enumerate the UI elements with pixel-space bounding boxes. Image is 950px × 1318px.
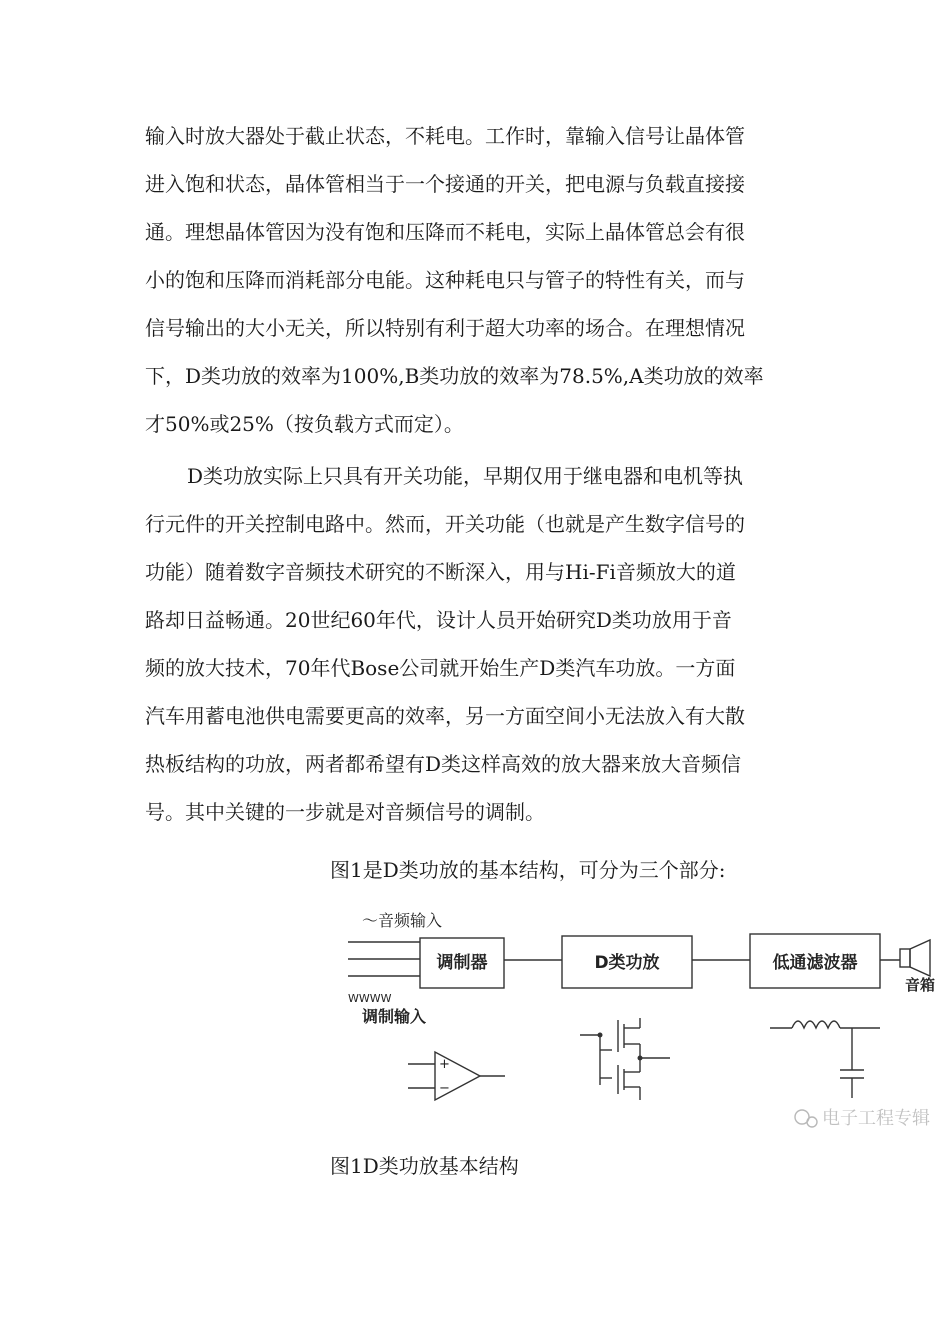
paragraph-line: 汽车用蓄电池供电需要更高的效率，另一方面空间小无法放入有大散 <box>145 704 745 728</box>
class-d-label: D类功放 <box>594 953 660 973</box>
paragraph-line: 热板结构的功放，两者都希望有D类这样高效的放大器来放大音频信 <box>145 752 742 776</box>
watermark-text: 电子工程专辑 <box>822 1108 930 1129</box>
speaker-icon <box>900 940 930 976</box>
watermark-logo-icon <box>795 1110 817 1127</box>
paragraph-line: 输入时放大器处于截止状态，不耗电。工作时，靠输入信号让晶体管 <box>145 124 745 148</box>
opamp-plus-label: + <box>439 1057 450 1072</box>
paragraph-line: 频的放大技术，70年代Bose公司就开始生产D类汽车功放。一方面 <box>145 656 736 680</box>
paragraph-1 <box>145 112 813 448</box>
opamp-icon <box>408 1052 505 1100</box>
block-diagram <box>340 902 950 1137</box>
paragraph-line: 号。其中关键的一步就是对音频信号的调制。 <box>145 800 545 824</box>
opamp-minus-label: − <box>439 1081 450 1096</box>
speaker-label: 音箱 <box>905 976 936 994</box>
paragraph-line: 信号输出的大小无关，所以特别有利于超大功率的场合。在理想情况 <box>145 316 745 340</box>
audio-input-label: ～音频输入 <box>362 911 443 930</box>
paragraph-line: 才50%或25%（按负载方式而定）。 <box>145 412 464 436</box>
lc-filter-icon <box>770 1021 880 1098</box>
figure-intro-text: 图1是D类功放的基本结构，可分为三个部分: <box>330 858 726 882</box>
paragraph-line: 通。理想晶体管因为没有饱和压降而不耗电，实际上晶体管总会有很 <box>145 220 745 244</box>
paragraph-line: 功能）随着数字音频技术研究的不断深入，用与Hi-Fi音频放大的道 <box>145 560 736 584</box>
mosfet-pair-icon <box>580 1018 670 1100</box>
modulation-wave-glyph: WWWW <box>348 992 392 1005</box>
modulator-label: 调制器 <box>436 953 488 973</box>
junction-dot <box>598 1033 603 1038</box>
figure-caption: 图1D类功放基本结构 <box>330 1154 519 1178</box>
paragraph-line: 进入饱和状态，晶体管相当于一个接通的开关，把电源与负载直接接 <box>145 172 745 196</box>
paragraph-line: 行元件的开关控制电路中。然而，开关功能（也就是产生数字信号的 <box>145 512 745 536</box>
modulation-input-label: 调制输入 <box>362 1007 427 1026</box>
paragraph-line: 路却日益畅通。20世纪60年代，设计人员开始研究D类功放用于音 <box>145 608 732 632</box>
junction-dot <box>638 1056 643 1061</box>
paragraph-2 <box>145 452 813 836</box>
filter-label: 低通滤波器 <box>772 953 858 973</box>
paragraph-line: D类功放实际上只具有开关功能，早期仅用于继电器和电机等执 <box>187 464 744 488</box>
paragraph-line: 下，D类功放的效率为100%,B类功放的效率为78.5%,A类功放的效率 <box>145 364 764 388</box>
paragraph-line: 小的饱和压降而消耗部分电能。这种耗电只与管子的特性有关，而与 <box>145 268 745 292</box>
